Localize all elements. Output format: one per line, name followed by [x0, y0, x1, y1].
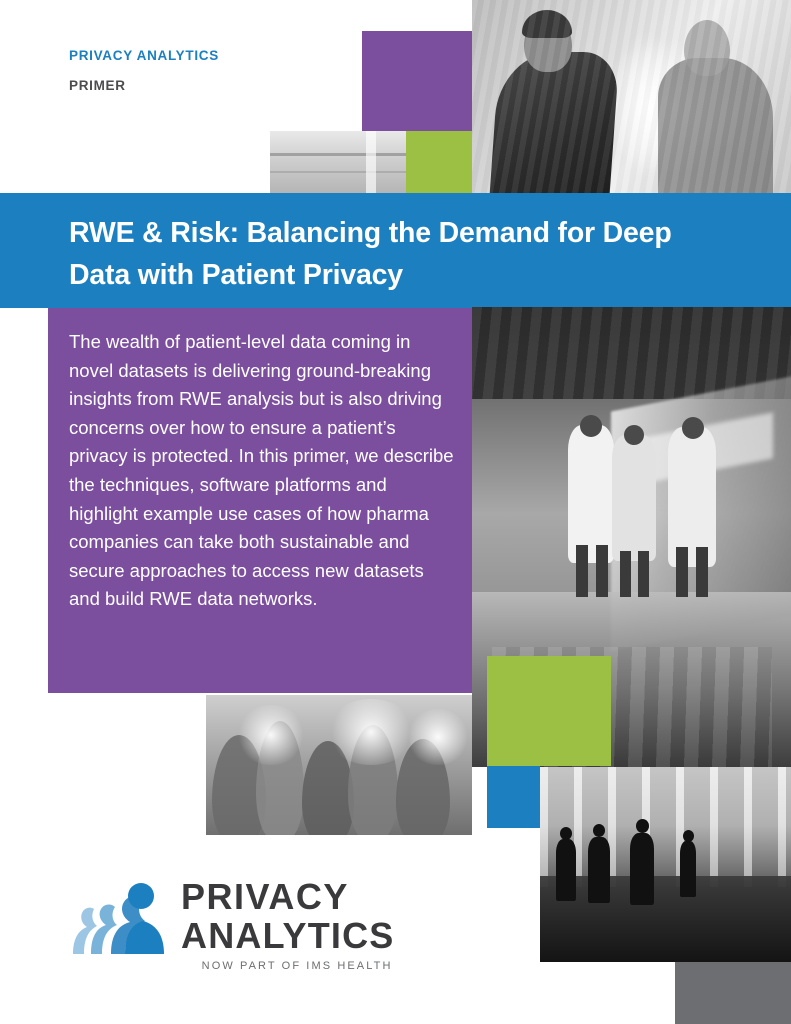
businessmen-handshake-photo — [472, 0, 791, 193]
photo-commuter-3-leg-a — [676, 547, 688, 597]
company-logo — [69, 878, 409, 978]
document-type-label: PRIMER — [69, 78, 126, 93]
photo-floor-line — [270, 171, 406, 173]
green-accent-block-top — [406, 131, 472, 193]
corridor-silhouettes-photo — [540, 767, 791, 962]
logo-line-1: PRIVACY — [181, 876, 349, 917]
photo-commuter-1-head — [580, 415, 602, 437]
photo-commuter-1 — [568, 425, 614, 563]
photo-column — [366, 131, 376, 193]
photo-pillars — [540, 767, 791, 887]
brand-label: PRIVACY ANALYTICS — [69, 48, 219, 63]
photo-silhouette-head — [593, 824, 605, 837]
photo-silhouette — [680, 841, 696, 897]
gray-accent-block-bottom — [675, 962, 791, 1024]
photo-ledge-line — [270, 153, 406, 156]
photo-commuter-3 — [668, 427, 716, 567]
photo-texture-overlay — [472, 0, 791, 193]
photo-commuter-3-head — [682, 417, 704, 439]
crowd-photo — [206, 695, 472, 835]
crowd-backlight — [406, 709, 470, 765]
logo-wordmark — [181, 878, 395, 972]
crowd-backlight — [236, 705, 306, 765]
photo-silhouette-head — [560, 827, 572, 840]
photo-silhouette — [556, 839, 576, 901]
blue-accent-block — [487, 766, 540, 828]
photo-commuter-2-leg-b — [638, 551, 649, 597]
page-title: RWE & Risk: Balancing the Demand for Deep Data with Patient Privacy — [69, 217, 672, 291]
photo-commuter-2 — [612, 435, 656, 561]
green-accent-block-middle — [487, 656, 611, 766]
logo-line-2: ANALYTICS — [181, 915, 395, 956]
abstract-text: The wealth of patient-level data coming in novel datasets is delivering ground-breaking insights from RWE analysis but is also driving concerns over how to ensure a patient’s privacy is protected. In this primer, we describe the techniques, software platforms and highlight example use cases of how pharma companies can take both sustainable and secure approaches to access new datasets and build RWE data networks. — [69, 331, 454, 610]
photo-silhouette — [630, 833, 654, 905]
photo-commuter-2-head — [624, 425, 644, 445]
building-interior-strip-photo — [270, 131, 406, 193]
photo-commuter-3-leg-b — [696, 547, 708, 597]
photo-dark-floor — [540, 876, 791, 962]
photo-commuter-2-leg-a — [620, 551, 631, 597]
logo-tagline: NOW PART OF IMS HEALTH — [201, 960, 393, 972]
photo-silhouette-head — [636, 819, 649, 833]
photo-silhouette — [588, 837, 610, 903]
photo-commuter-1-leg-a — [576, 545, 588, 597]
photo-silhouette-head — [683, 830, 694, 842]
crowd-backlight — [326, 699, 416, 765]
people-silhouette-logo-icon — [69, 882, 173, 954]
photo-commuter-1-leg-b — [596, 545, 608, 597]
